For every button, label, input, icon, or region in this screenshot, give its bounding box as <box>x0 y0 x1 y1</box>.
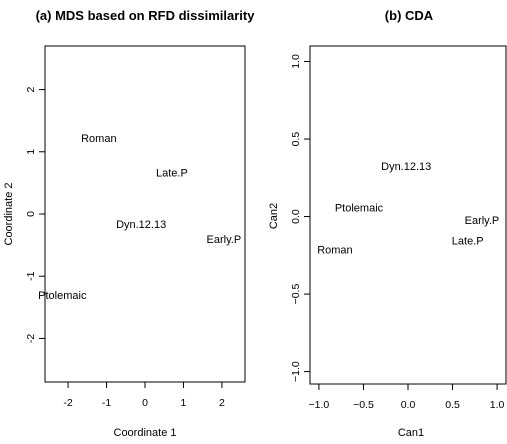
y-tick-label: −0.5 <box>290 283 302 305</box>
y-ticks <box>25 86 45 343</box>
x-tick-label: 1 <box>180 397 187 409</box>
point-label: Early.P <box>464 215 500 228</box>
chart-title: (a) MDS based on RFD dissimilarity <box>35 8 255 23</box>
y-ticks <box>290 54 310 382</box>
point-label: Early.P <box>206 234 242 247</box>
y-axis-label: Coordinate 2 <box>3 182 15 246</box>
point-label: Roman <box>317 244 353 257</box>
x-tick-label: -1 <box>101 397 112 409</box>
y-tick-label: 0.0 <box>290 209 302 224</box>
panel-cda <box>268 8 506 439</box>
point-label: Late.P <box>451 235 484 248</box>
x-axis-label: Coordinate 1 <box>113 427 177 439</box>
y-tick-label: -2 <box>25 333 37 344</box>
y-tick-label: -1 <box>25 271 37 281</box>
point-label: Dyn.12.13 <box>381 160 432 173</box>
point-label: Late.P <box>156 167 188 180</box>
x-tick-label: 2 <box>219 397 225 409</box>
x-ticks <box>309 384 505 411</box>
y-tick-label: 1.0 <box>290 54 302 69</box>
x-ticks <box>63 382 225 409</box>
y-tick-label: 0 <box>25 211 37 217</box>
y-tick-label: 0.5 <box>290 131 302 147</box>
x-tick-label: 1.0 <box>489 399 505 411</box>
point-label: Dyn.12.13 <box>116 219 167 232</box>
x-tick-label: -2 <box>63 397 73 409</box>
point-label: Roman <box>81 133 117 146</box>
point-label: Ptolemaic <box>334 202 384 215</box>
chart-title: (b) CDA <box>384 8 434 23</box>
x-axis-label: Can1 <box>397 427 425 439</box>
y-axis-label: Can2 <box>268 202 280 230</box>
x-tick-label: −1.0 <box>308 399 330 411</box>
y-tick-label: 1 <box>25 148 37 155</box>
point-labels <box>38 133 241 302</box>
x-tick-label: 0.5 <box>445 399 460 411</box>
x-tick-label: −0.5 <box>353 399 374 411</box>
point-label: Ptolemaic <box>38 290 87 303</box>
y-tick-label: 2 <box>25 86 37 93</box>
x-tick-label: 0 <box>142 397 148 409</box>
plot-frame <box>45 46 245 382</box>
x-tick-label: 0.0 <box>400 399 416 411</box>
panel-mds <box>3 8 255 439</box>
point-labels <box>317 161 499 257</box>
y-tick-label: −1.0 <box>290 361 302 382</box>
